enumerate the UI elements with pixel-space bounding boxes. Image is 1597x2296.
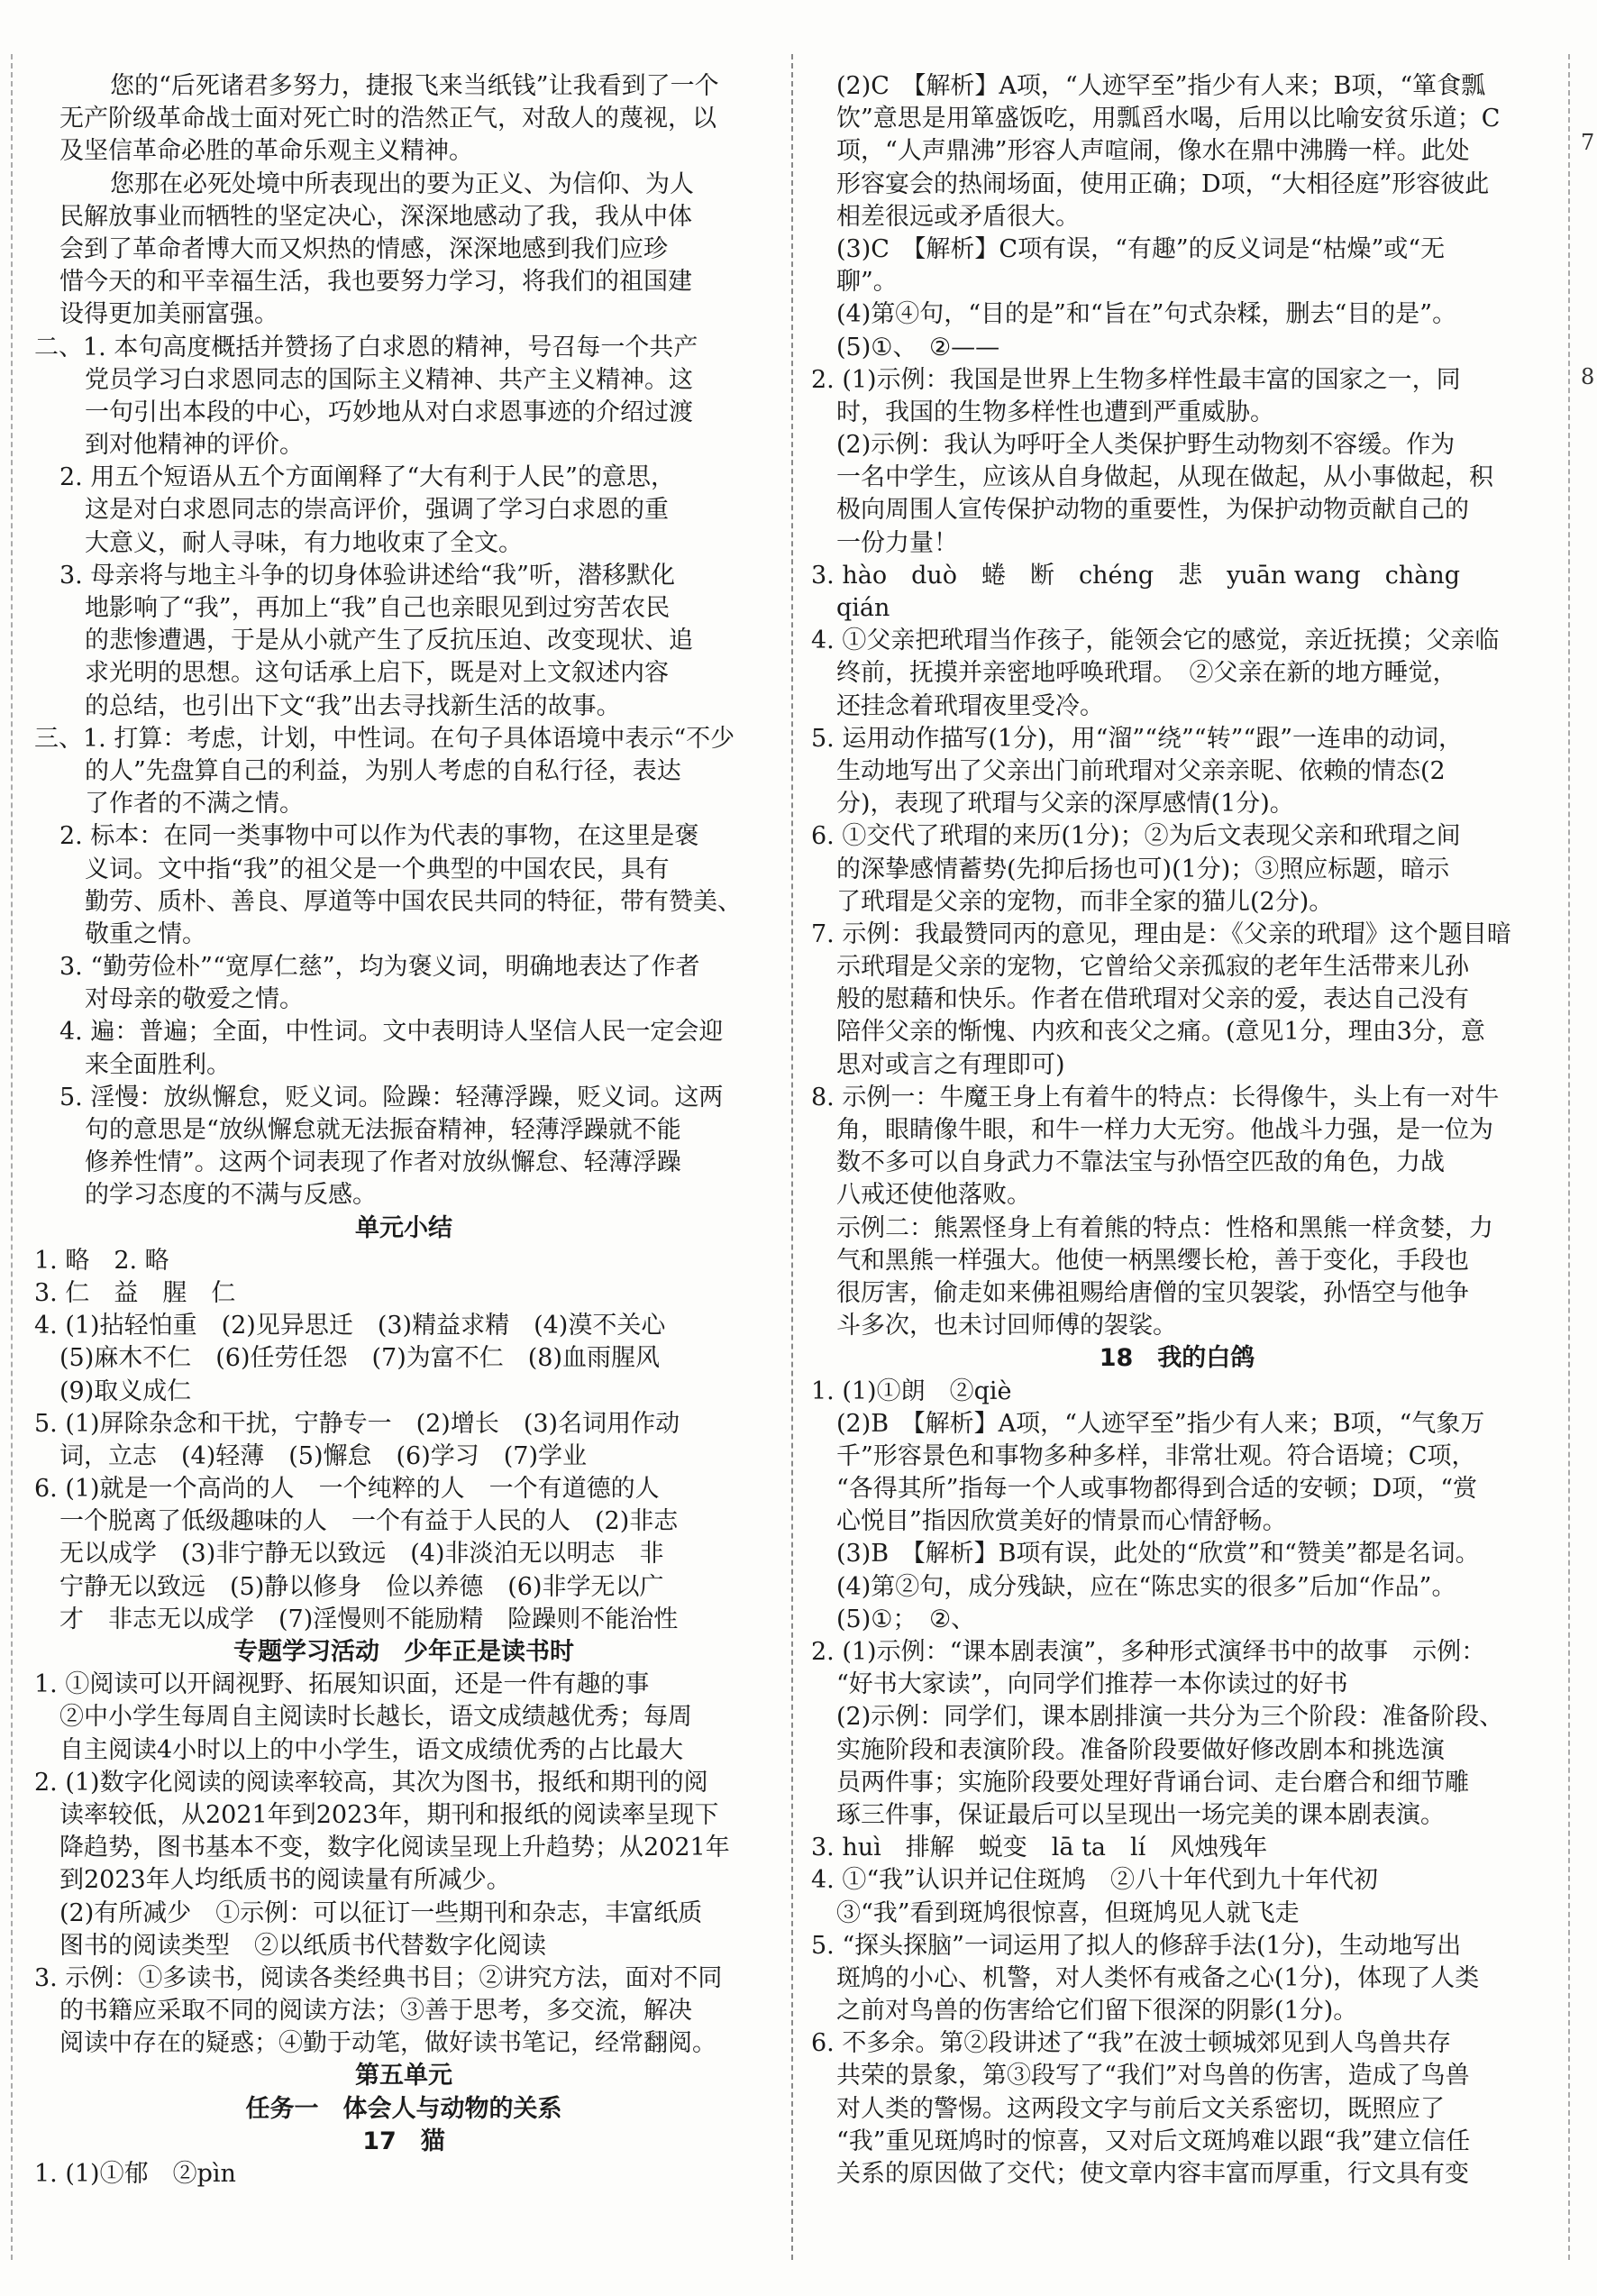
text-line: (4)第④句，“目的是”和“旨在”句式杂糅，删去“目的是”。 <box>836 300 1457 329</box>
text-line: 思对或言之有理即可) <box>836 1050 1065 1079</box>
text-line: 二、1. 本句高度概括并赞扬了白求恩的精神，号召每一个共产 <box>34 333 698 361</box>
text-line: 气和黑熊一样强大。他使一柄黑缨长枪，善于变化，手段也 <box>836 1246 1469 1275</box>
text-line: 共荣的景象，第③段写了“我们”对鸟兽的伤害，造成了鸟兽 <box>836 2062 1470 2090</box>
text-line: 您那在必死处境中所表现出的要为正义、为信仰、为人 <box>110 169 694 198</box>
text-line: 分)，表现了玳瑁与父亲的深厚感情(1分)。 <box>836 790 1294 819</box>
text-line: 琢三件事，保证最后可以呈现出一场完美的课本剧表演。 <box>836 1800 1445 1829</box>
text-line: 极向周围人宣传保护动物的重要性，为保护动物贡献自己的 <box>836 496 1469 525</box>
text-line: 实施阶段和表演阶段。准备阶段要做好修改剧本和挑选演 <box>836 1735 1445 1764</box>
text-line: 相差很远或矛盾很大。 <box>836 202 1080 231</box>
text-line: 3. 示例：①多读书，阅读各类经典书目；②讲究方法，面对不同 <box>34 1963 723 1992</box>
text-line: 时，我国的生物多样性也遭到严重威胁。 <box>836 398 1274 426</box>
text-line: 阅读中存在的疑惑；④勤于动笔，做好读书笔记，经常翻阅。 <box>59 2029 716 2058</box>
text-line: 一份力量！ <box>836 528 958 557</box>
text-line: (3)B 【解析】B项有误，此处的“欣赏”和“赞美”都是名词。 <box>836 1540 1480 1569</box>
text-line: 敬重之情。 <box>85 919 206 948</box>
text-line: 3. hào duò 蜷 断 chéng 悲 yuān wang chàng <box>811 561 1461 590</box>
section-heading: 专题学习活动 少年正是读书时 <box>233 1638 574 1666</box>
text-line: 5. “探头探脑”一词运用了拟人的修辞手法(1分)，生动地写出 <box>811 1931 1462 1960</box>
text-line: 自主阅读4小时以上的中小学生，语文成绩优秀的占比最大 <box>59 1735 684 1764</box>
text-line: 降趋势，图书基本不变，数字化阅读呈现上升趋势；从2021年 <box>59 1834 730 1862</box>
text-line: 一名中学生，应该从自身做起，从现在做起，从小事做起，积 <box>836 463 1493 492</box>
text-line: (2)C 【解析】A项，“人迹罕至”指少有人来；B项，“箪食瓢 <box>836 72 1486 100</box>
section-heading: 单元小结 <box>355 1213 452 1242</box>
text-line: 三、1. 打算：考虑，计划，中性词。在句子具体语境中表示“不少 <box>34 724 735 753</box>
text-line: 您的“后死诸君多努力，捷报飞来当纸钱”让我看到了一个 <box>110 72 719 100</box>
text-line: 一个脱离了低级趣味的人 一个有益于人民的人 (2)非志 <box>59 1507 679 1536</box>
text-line: 斑鸠的小心、机警，对人类怀有戒备之心(1分)，体现了人类 <box>836 1963 1480 1992</box>
text-line: (4)第②句，成分残缺，应在“陈忠实的很多”后加“作品”。 <box>836 1572 1456 1601</box>
text-line: 生动地写出了父亲出门前玳瑁对父亲亲昵、依赖的情态(2 <box>836 756 1446 785</box>
text-line: 很厉害，偷走如来佛祖赐给唐僧的宝贝袈裟，孙悟空与他争 <box>836 1278 1469 1307</box>
binding-edge-left <box>11 54 13 2260</box>
text-line: 才 非志无以成学 (7)淫慢则不能励精 险躁则不能治性 <box>59 1605 679 1633</box>
text-line: 大意义，耐人寻味，有力地收束了全文。 <box>85 528 523 557</box>
text-line: (9)取义成仁 <box>59 1377 192 1405</box>
text-line: 宁静无以致远 (5)静以修身 俭以养德 (6)非学无以广 <box>59 1572 664 1601</box>
text-line: (2)示例：我认为呼吁全人类保护野生动物刻不容缓。作为 <box>836 431 1456 460</box>
text-line: 这是对白求恩同志的崇高评价，强调了学习白求恩的重 <box>85 496 669 525</box>
text-line: 1. (1)①朗 ②qiè <box>811 1377 1012 1405</box>
text-line: 2. 用五个短语从五个方面阐释了“大有利于人民”的意思， <box>59 463 675 492</box>
text-line: 一句引出本段的中心，巧妙地从对白求恩事迹的介绍过渡 <box>85 398 693 426</box>
section-heading: 17 猫 <box>362 2127 445 2155</box>
text-line: ②中小学生每周自主阅读时长越长，语文成绩越优秀；每周 <box>59 1703 692 1732</box>
text-line: “我”重见斑鸠时的惊喜，又对后文斑鸠难以跟“我”建立信任 <box>836 2127 1471 2155</box>
text-line: 来全面胜利。 <box>85 1050 231 1079</box>
column-divider <box>791 54 793 2260</box>
text-line: 千”形容景色和事物多种多样，非常壮观。符合语境；C项， <box>836 1441 1476 1470</box>
text-line: 角，眼睛像牛眼，和牛一样力大无穷。他战斗力强，是一位为 <box>836 1116 1493 1144</box>
text-line: 3. “勤劳俭朴”“宽厚仁慈”，均为褒义词，明确地表达了作者 <box>59 953 700 982</box>
text-line: 修养性情”。这两个词表现了作者对放纵懈怠、轻薄浮躁 <box>85 1148 681 1177</box>
text-line: 对母亲的敬爱之情。 <box>85 985 304 1014</box>
text-line: 的学习态度的不满与反感。 <box>85 1181 377 1210</box>
right-column <box>811 70 1543 2191</box>
text-line: 无以成学 (3)非宁静无以致远 (4)非淡泊无以明志 非 <box>59 1540 664 1569</box>
left-column <box>34 70 773 2191</box>
text-line: (5)①、 ②—— <box>836 333 1000 361</box>
text-line: (2)B 【解析】A项，“人迹罕至”指少有人来；B项，“气象万 <box>836 1409 1485 1438</box>
text-line: 项，“人声鼎沸”形容人声喧闹，像水在鼎中沸腾一样。此处 <box>836 137 1470 166</box>
text-line: 陪伴父亲的惭愧、内疚和丧父之痛。(意见1分，理由3分，意 <box>836 1018 1485 1047</box>
text-line: 6. 不多余。第②段讲述了“我”在波士顿城郊见到人鸟兽共存 <box>811 2029 1451 2058</box>
text-line: (2)有所减少 ①示例：可以征订一些期刊和杂志，丰富纸质 <box>59 1898 703 1927</box>
text-line: 示例二：熊罴怪身上有着熊的特点：性格和黑熊一样贪婪，力 <box>836 1213 1493 1242</box>
text-line: 2. 标本：在同一类事物中可以作为代表的事物，在这里是褒 <box>59 822 699 851</box>
text-line: “各得其所”指每一个人或事物都得到合适的安顿；D项，“赏 <box>836 1475 1478 1504</box>
text-line: 地影响了“我”，再加上“我”自己也亲眼见到过穷苦农民 <box>85 594 671 622</box>
text-line: 终前，抚摸并亲密地呼唤玳瑁。 ②父亲在新的地方睡觉， <box>836 659 1457 688</box>
text-line: (2)示例：同学们，课本剧排演一共分为三个阶段：准备阶段、 <box>836 1703 1504 1732</box>
text-line: 还挂念着玳瑁夜里受冷。 <box>836 691 1104 720</box>
text-line: 的深挚感情蓄势(先抑后扬也可)(1分)；③照应标题，暗示 <box>836 855 1450 883</box>
text-line: 4. (1)拈轻怕重 (2)见异思迁 (3)精益求精 (4)漠不关心 <box>34 1312 666 1340</box>
text-line: 句的意思是“放纵懈怠就无法振奋精神，轻薄浮躁就不能 <box>85 1116 681 1144</box>
text-line: 惜今天的和平幸福生活，我也要努力学习，将我们的祖国建 <box>59 268 692 297</box>
text-line: 聊”。 <box>836 268 898 297</box>
text-line: 3. huì 排解 蜕变 lā ta lí 风烛残年 <box>811 1834 1268 1862</box>
text-line: 斗多次，也未讨回师傅的袈裟。 <box>836 1312 1177 1340</box>
text-line: 5. 淫慢：放纵懈怠，贬义词。险躁：轻薄浮躁，贬义词。这两 <box>59 1083 724 1111</box>
text-line: 5. 运用动作描写(1分)，用“溜”“绕”“转”“跟”一连串的动词， <box>811 724 1464 753</box>
text-line: 1. ①阅读可以开阔视野、拓展知识面，还是一件有趣的事 <box>34 1670 650 1699</box>
text-line: 的总结，也引出下文“我”出去寻找新生活的故事。 <box>85 691 621 720</box>
text-line: 了玳瑁是父亲的宠物，而非全家的猫儿(2分)。 <box>836 887 1334 916</box>
text-line: 民解放事业而牺牲的坚定决心，深深地感动了我，我从中体 <box>59 202 692 231</box>
text-line: 党员学习白求恩同志的国际主义精神、共产主义精神。这 <box>85 365 693 394</box>
text-line: 之前对鸟兽的伤害给它们留下很深的阴影(1分)。 <box>836 1997 1358 2026</box>
text-line: 关系的原因做了交代；使文章内容丰富而厚重，行文具有变 <box>836 2160 1469 2188</box>
text-line: 及坚信革命必胜的革命乐观主义精神。 <box>59 137 473 166</box>
text-line: (3)C 【解析】C项有误，“有趣”的反义词是“枯燥”或“无 <box>836 234 1446 263</box>
text-line: 5. (1)屏除杂念和干扰，宁静专一 (2)增长 (3)名词用作动 <box>34 1409 680 1438</box>
section-heading: 18 我的白鸽 <box>1099 1344 1255 1373</box>
text-line: (5)①； ②、 <box>836 1605 976 1633</box>
text-line: 到对他精神的评价。 <box>85 431 304 460</box>
text-line: 八戒还使他落败。 <box>836 1181 1031 1210</box>
text-line: 3. 仁 益 腥 仁 <box>34 1278 236 1307</box>
section-heading: 第五单元 <box>355 2062 452 2090</box>
text-line: 2. (1)数字化阅读的阅读率较高，其次为图书，报纸和期刊的阅 <box>34 1768 708 1797</box>
edge-fragment: 7 <box>1581 130 1595 155</box>
text-line: 到2023年人均纸质书的阅读量有所减少。 <box>59 1866 511 1895</box>
text-line: 图书的阅读类型 ②以纸质书代替数字化阅读 <box>59 1931 546 1960</box>
text-line: 2. (1)示例：“课本剧表演”，多种形式演绎书中的故事 示例： <box>811 1638 1486 1666</box>
text-line: 示玳瑁是父亲的宠物，它曾给父亲孤寂的老年生活带来儿孙 <box>836 953 1469 982</box>
section-heading: 任务一 体会人与动物的关系 <box>245 2094 562 2123</box>
text-line: 了作者的不满之情。 <box>85 790 304 819</box>
text-line: qián <box>836 594 890 622</box>
text-line: 4. ①父亲把玳瑁当作孩子，能领会它的感觉，亲近抚摸；父亲临 <box>811 627 1500 655</box>
text-line: 1. 略 2. 略 <box>34 1246 169 1275</box>
text-line: 词，立志 (4)轻薄 (5)懈怠 (6)学习 (7)学业 <box>59 1441 587 1470</box>
text-line: 4. 遍：普遍；全面，中性词。文中表明诗人坚信人民一定会迎 <box>59 1018 724 1047</box>
text-line: 3. 母亲将与地主斗争的切身体验讲述给“我”听，潜移默化 <box>59 561 675 590</box>
text-line: 义词。文中指“我”的祖父是一个典型的中国农民，具有 <box>85 855 670 883</box>
text-line: 7. 示例：我最赞同丙的意见，理由是：《父亲的玳瑁》这个题目暗 <box>811 919 1511 948</box>
text-line: 的人”先盘算自己的利益，为别人考虑的自私行径，表达 <box>85 756 681 785</box>
text-line: 6. (1)就是一个高尚的人 一个纯粹的人 一个有道德的人 <box>34 1475 660 1504</box>
text-line: 的书籍应采取不同的阅读方法；③善于思考，多交流，解决 <box>59 1997 692 2026</box>
text-line: 4. ①“我”认识并记住斑鸠 ②八十年代到九十年代初 <box>811 1866 1378 1895</box>
text-line: ③“我”看到斑鸠很惊喜，但斑鸠见人就飞走 <box>836 1898 1300 1927</box>
text-line: 会到了革命者博大而又炽热的情感，深深地感到我们应珍 <box>59 234 668 263</box>
text-line: 设得更加美丽富强。 <box>59 300 278 329</box>
text-line: 求光明的思想。这句话承上启下，既是对上文叙述内容 <box>85 659 669 688</box>
text-line: 心悦目”指因欣赏美好的情景而心情舒畅。 <box>836 1507 1287 1536</box>
text-line: 1. (1)①郁 ②pìn <box>34 2160 236 2188</box>
text-line: 般的慰藉和快乐。作者在借玳瑁对父亲的爱，表达自己没有 <box>836 985 1469 1014</box>
text-line: (5)麻木不仁 (6)任劳任怨 (7)为富不仁 (8)血雨腥风 <box>59 1344 660 1373</box>
text-line: 勤劳、质朴、善良、厚道等中国农民共同的特征，带有赞美、 <box>85 887 742 916</box>
text-line: 的悲惨遭遇，于是从小就产生了反抗压迫、改变现状、追 <box>85 627 693 655</box>
text-line: 对人类的警惕。这两段文字与前后文关系密切，既照应了 <box>836 2094 1445 2123</box>
text-line: 数不多可以自身武力不靠法宝与孙悟空匹敌的角色，力战 <box>836 1148 1445 1177</box>
text-line: 饮”意思是用箪盛饭吃，用瓢舀水喝，后用以比喻安贫乐道；C <box>836 105 1501 133</box>
text-line: 6. ①交代了玳瑁的来历(1分)；②为后文表现父亲和玳瑁之间 <box>811 822 1461 851</box>
text-line: 8. 示例一：牛魔王身上有着牛的特点：长得像牛，头上有一对牛 <box>811 1083 1500 1111</box>
text-line: 员两件事；实施阶段要处理好背诵台词、走台磨合和细节雕 <box>836 1768 1469 1797</box>
edge-fragment: 8 <box>1581 364 1595 389</box>
text-line: “好书大家读”，向同学们推荐一本你读过的好书 <box>836 1670 1348 1699</box>
text-line: 读率较低，从2021年到2023年，期刊和报纸的阅读率呈现下 <box>59 1800 719 1829</box>
text-line: 形容宴会的热闹场面，使用正确；D项，“大相径庭”形容彼此 <box>836 169 1490 198</box>
text-line: 无产阶级革命战士面对死亡时的浩然正气，对敌人的蔑视，以 <box>59 105 716 133</box>
text-line: 2. (1)示例：我国是世界上生物多样性最丰富的国家之一，同 <box>811 365 1461 394</box>
binding-edge-right <box>1568 54 1570 2260</box>
